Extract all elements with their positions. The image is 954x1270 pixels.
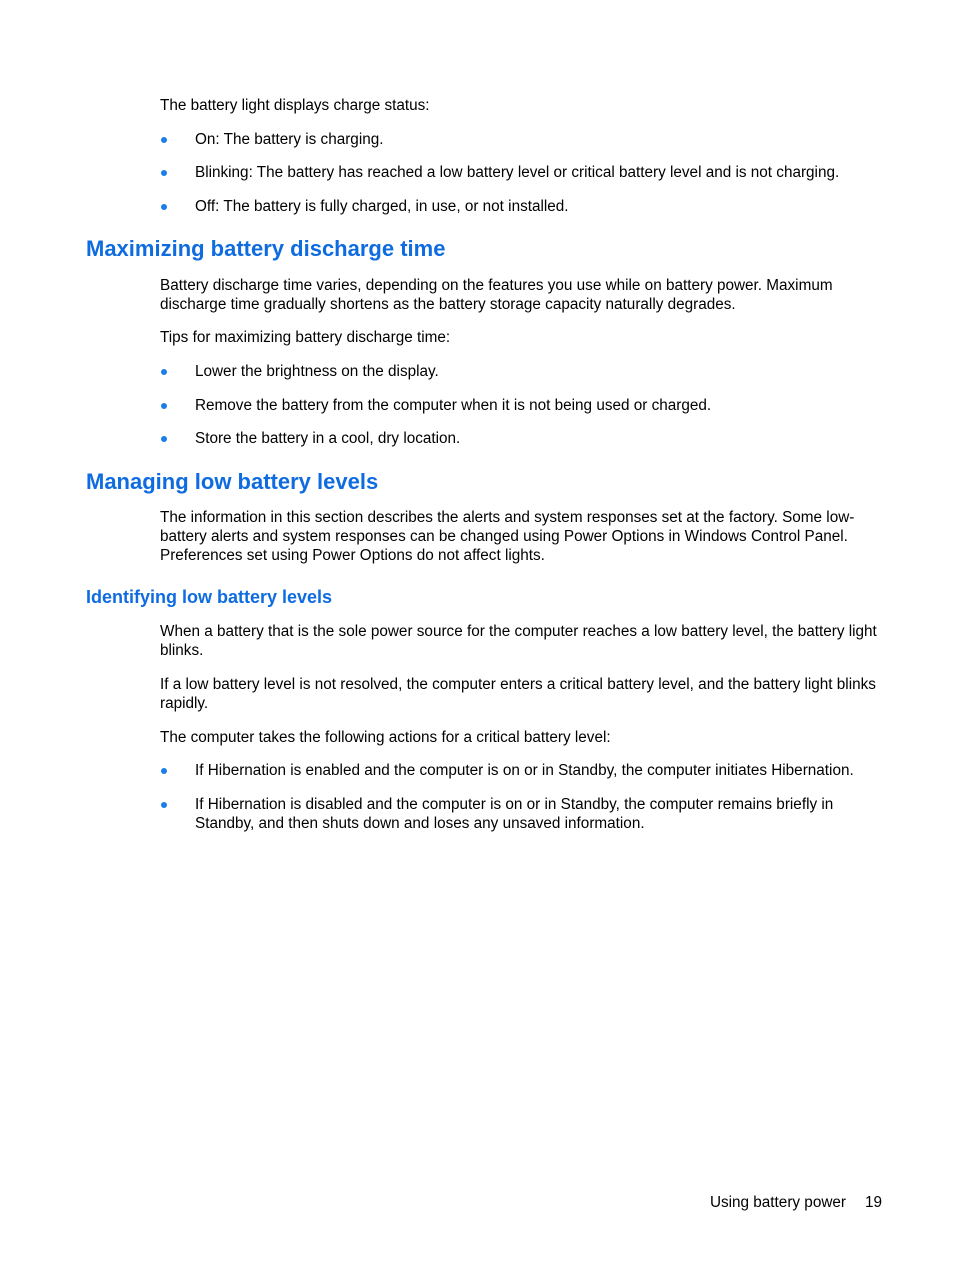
subsection-paragraph-1: When a battery that is the sole power source for the computer reaches a low battery level, the battery light blinks. bbox=[160, 623, 877, 659]
intro-paragraph: The battery light displays charge status: bbox=[160, 97, 430, 114]
bullet-icon bbox=[161, 403, 167, 409]
list-item-text: If Hibernation is enabled and the computer is on or in Standby, the computer initiates Hibernation. bbox=[195, 762, 854, 779]
section1-paragraph: Battery discharge time varies, depending on the features you use while on battery power. Maximum discharge time gradually shortens as the battery storage capacity naturally degrades. bbox=[160, 277, 833, 313]
page-footer bbox=[710, 1193, 882, 1212]
section-heading-maximizing: Maximizing battery discharge time bbox=[86, 236, 446, 261]
bullet-icon bbox=[161, 204, 167, 210]
subsection-paragraph-2: If a low battery level is not resolved, the computer enters a critical battery level, and the battery light blinks rapidly. bbox=[160, 676, 876, 712]
list-item-text: Lower the brightness on the display. bbox=[195, 363, 439, 380]
list-item-text: Blinking: The battery has reached a low battery level or critical battery level and is not charging. bbox=[195, 164, 840, 181]
list-item-text: On: The battery is charging. bbox=[195, 131, 384, 148]
bullet-icon bbox=[161, 369, 167, 375]
list-item-text: Remove the battery from the computer when it is not being used or charged. bbox=[195, 397, 712, 414]
page-number: 19 bbox=[864, 1194, 882, 1211]
list-item-text: If Hibernation is disabled and the computer is on or in Standby, the computer remains briefly in Standby, and then shuts down and loses any unsaved information. bbox=[195, 796, 834, 832]
list-item-text: Store the battery in a cool, dry location. bbox=[195, 430, 461, 447]
bullet-icon bbox=[161, 802, 167, 808]
bullet-icon bbox=[161, 436, 167, 442]
section-heading-managing: Managing low battery levels bbox=[86, 469, 379, 494]
section2-paragraph: The information in this section describes the alerts and system responses set at the factory. Some low-battery alerts and system responses can be changed using Power Options in Windows Control Panel. Preferences set using Power Options do not affect lights. bbox=[160, 509, 855, 564]
section1-tips-intro: Tips for maximizing battery discharge time: bbox=[160, 329, 451, 346]
bullet-icon bbox=[161, 768, 167, 774]
list-item-text: Off: The battery is fully charged, in use, or not installed. bbox=[195, 198, 569, 215]
subsection-heading-identifying: Identifying low battery levels bbox=[86, 587, 333, 607]
bullet-icon bbox=[161, 170, 167, 176]
subsection-paragraph-3: The computer takes the following actions for a critical battery level: bbox=[160, 729, 611, 746]
footer-section-title: Using battery power bbox=[709, 1194, 846, 1211]
bullet-icon bbox=[161, 137, 167, 143]
